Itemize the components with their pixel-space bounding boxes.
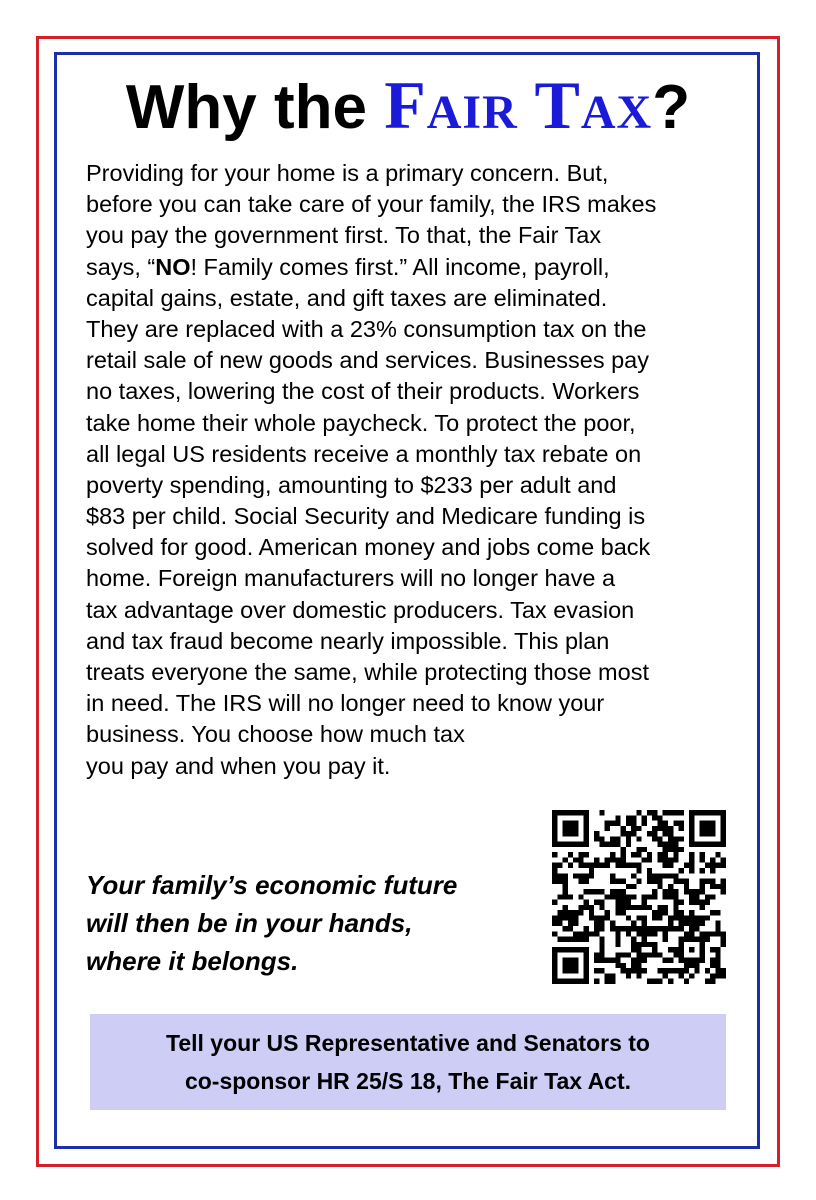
- tagline-line: Your family’s economic future: [86, 870, 458, 900]
- body-line: [86, 408, 746, 439]
- body-line: [86, 657, 746, 688]
- body-line: [86, 189, 746, 220]
- tagline: [86, 866, 546, 980]
- body-text: take home their whole paycheck. To protect the poor,: [86, 409, 636, 436]
- body-text: all legal US residents receive a monthly tax rebate on: [86, 440, 642, 467]
- body-paragraph: [86, 158, 746, 782]
- body-line: [86, 563, 746, 594]
- body-line: [86, 158, 746, 189]
- body-text: solved for good. American money and jobs come back: [86, 534, 651, 561]
- body-text: ! Family comes first.” All income, payroll,: [190, 253, 610, 280]
- tagline-line: where it belongs.: [86, 946, 299, 976]
- body-text: treats everyone the same, while protecting those most: [86, 659, 649, 685]
- body-line: [86, 376, 746, 407]
- cta-line: Tell your US Representative and Senators to: [166, 1030, 650, 1056]
- body-text: poverty spending, amounting to $233 per adult and: [86, 471, 617, 498]
- body-text: They are replaced with a 23% consumption tax on the: [86, 315, 647, 342]
- body-line: [86, 470, 746, 501]
- body-line: [86, 532, 746, 563]
- body-text: Providing for your home is a primary concern. But,: [86, 160, 609, 186]
- body-line: [86, 283, 746, 314]
- body-line: [86, 626, 746, 657]
- cta-line: co-sponsor HR 25/S 18, The Fair Tax Act.: [184, 1068, 632, 1094]
- body-text: capital gains, estate, and gift taxes are eliminated.: [86, 284, 608, 311]
- body-line: [86, 751, 746, 782]
- body-text: no taxes, lowering the cost of their products. Workers: [86, 378, 640, 405]
- body-line: [86, 345, 746, 376]
- body-text: you pay and when you pay it.: [86, 752, 391, 779]
- qr-code-icon[interactable]: [552, 810, 726, 984]
- body-line: [86, 501, 746, 532]
- body-text: before you can take care of your family, the IRS makes: [86, 191, 657, 218]
- body-line: [86, 314, 746, 345]
- title-prefix: Why the: [125, 73, 385, 142]
- page-title: [0, 67, 816, 143]
- body-line: [86, 688, 746, 719]
- body-line: [86, 719, 746, 750]
- body-text: says, “: [86, 253, 156, 280]
- body-line: [86, 595, 746, 626]
- tagline-line: will then be in your hands,: [86, 908, 413, 938]
- body-text: tax advantage over domestic producers. Tax evasion: [86, 596, 635, 623]
- body-text: home. Foreign manufacturers will no longer have a: [86, 565, 616, 592]
- body-line: [86, 439, 746, 470]
- title-brand: Fair Tax: [384, 67, 653, 143]
- body-text: and tax fraud become nearly impossible. This plan: [86, 627, 610, 654]
- title-suffix: ?: [652, 73, 691, 142]
- body-text: $83 per child. Social Security and Medicare funding is: [86, 503, 646, 530]
- body-text: business. You choose how much tax: [86, 721, 465, 748]
- emphasis-no: NO: [155, 253, 191, 280]
- body-text: retail sale of new goods and services. Businesses pay: [86, 347, 650, 374]
- call-to-action-box: [90, 1014, 726, 1110]
- body-text: in need. The IRS will no longer need to know your: [86, 690, 605, 717]
- body-line: [86, 220, 746, 251]
- body-line: [86, 252, 746, 283]
- body-text: you pay the government first. To that, the Fair Tax: [86, 222, 602, 249]
